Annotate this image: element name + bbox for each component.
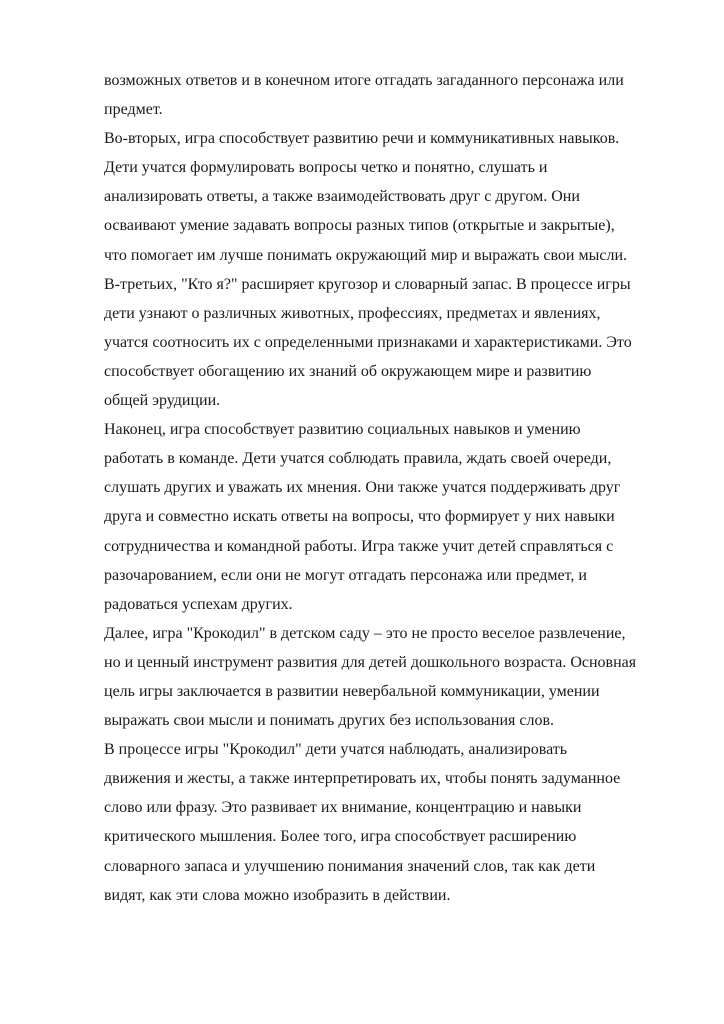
text-line-18: разочарованием, если они не могут отгадать персонажа или предмет, и — [104, 566, 587, 584]
text-line-9: дети узнают о различных животных, профессиях, предметах и явлениях, — [104, 304, 601, 322]
text-line-14: работать в команде. Дети учатся соблюдать правила, ждать своей очереди, — [104, 450, 612, 468]
text-line-6: осваивают умение задавать вопросы разных типов (открытые и закрытые), — [104, 217, 615, 235]
text-line-4: Дети учатся формулировать вопросы четко и понятно, слушать и — [104, 159, 548, 177]
text-line-26: слово или фразу. Это развивает их внимание, концентрацию и навыки — [104, 799, 582, 817]
text-line-16: друга и совместно искать ответы на вопросы, что формирует у них навыки — [104, 508, 615, 526]
text-line-7: что помогает им лучше понимать окружающий мир и выражать свои мысли. — [104, 246, 628, 264]
text-line-2: предмет. — [104, 101, 163, 119]
text-line-5: анализировать ответы, а также взаимодействовать друг с другом. Они — [104, 188, 580, 206]
text-line-28: словарного запаса и улучшению понимания значений слов, так как дети — [104, 857, 596, 875]
text-line-10: учатся соотносить их с определенными признаками и характеристиками. Это — [104, 333, 632, 351]
text-line-15: слушать других и уважать их мнения. Они также учатся поддерживать друг — [104, 479, 621, 497]
text-line-24: В процессе игры "Крокодил" дети учатся наблюдать, анализировать — [104, 741, 568, 759]
text-line-25: движения и жесты, а также интерпретировать их, чтобы понять задуманное — [104, 770, 621, 788]
text-line-12: общей эрудиции. — [104, 392, 221, 410]
text-line-11: способствует обогащению их знаний об окружающем мире и развитию — [104, 362, 592, 380]
text-line-22: цель игры заключается в развитии невербальной коммуникации, умении — [104, 682, 600, 700]
text-line-29: видят, как эти слова можно изобразить в действии. — [104, 886, 451, 904]
document-body — [104, 66, 684, 910]
text-line-20: Далее, игра "Крокодил" в детском саду – это не просто веселое развлечение, — [104, 624, 626, 642]
text-line-1: возможных ответов и в конечном итоге отгадать загаданного персонажа или — [104, 72, 624, 89]
text-line-21: но и ценный инструмент развития для детей дошкольного возраста. Основная — [104, 653, 637, 671]
text-line-27: критического мышления. Более того, игра способствует расширению — [104, 828, 577, 846]
text-line-3: Во-вторых, игра способствует развитию речи и коммуникативных навыков. — [104, 130, 620, 148]
text-line-13: Наконец, игра способствует развитию социальных навыков и умению — [104, 421, 581, 439]
text-line-17: сотрудничества и командной работы. Игра также учит детей справляться с — [104, 537, 614, 555]
text-line-19: радоваться успехам других. — [104, 595, 293, 613]
text-line-23: выражать свои мысли и понимать других без использования слов. — [104, 712, 555, 730]
text-line-8: В-третьих, "Кто я?" расширяет кругозор и словарный запас. В процессе игры — [104, 275, 631, 293]
